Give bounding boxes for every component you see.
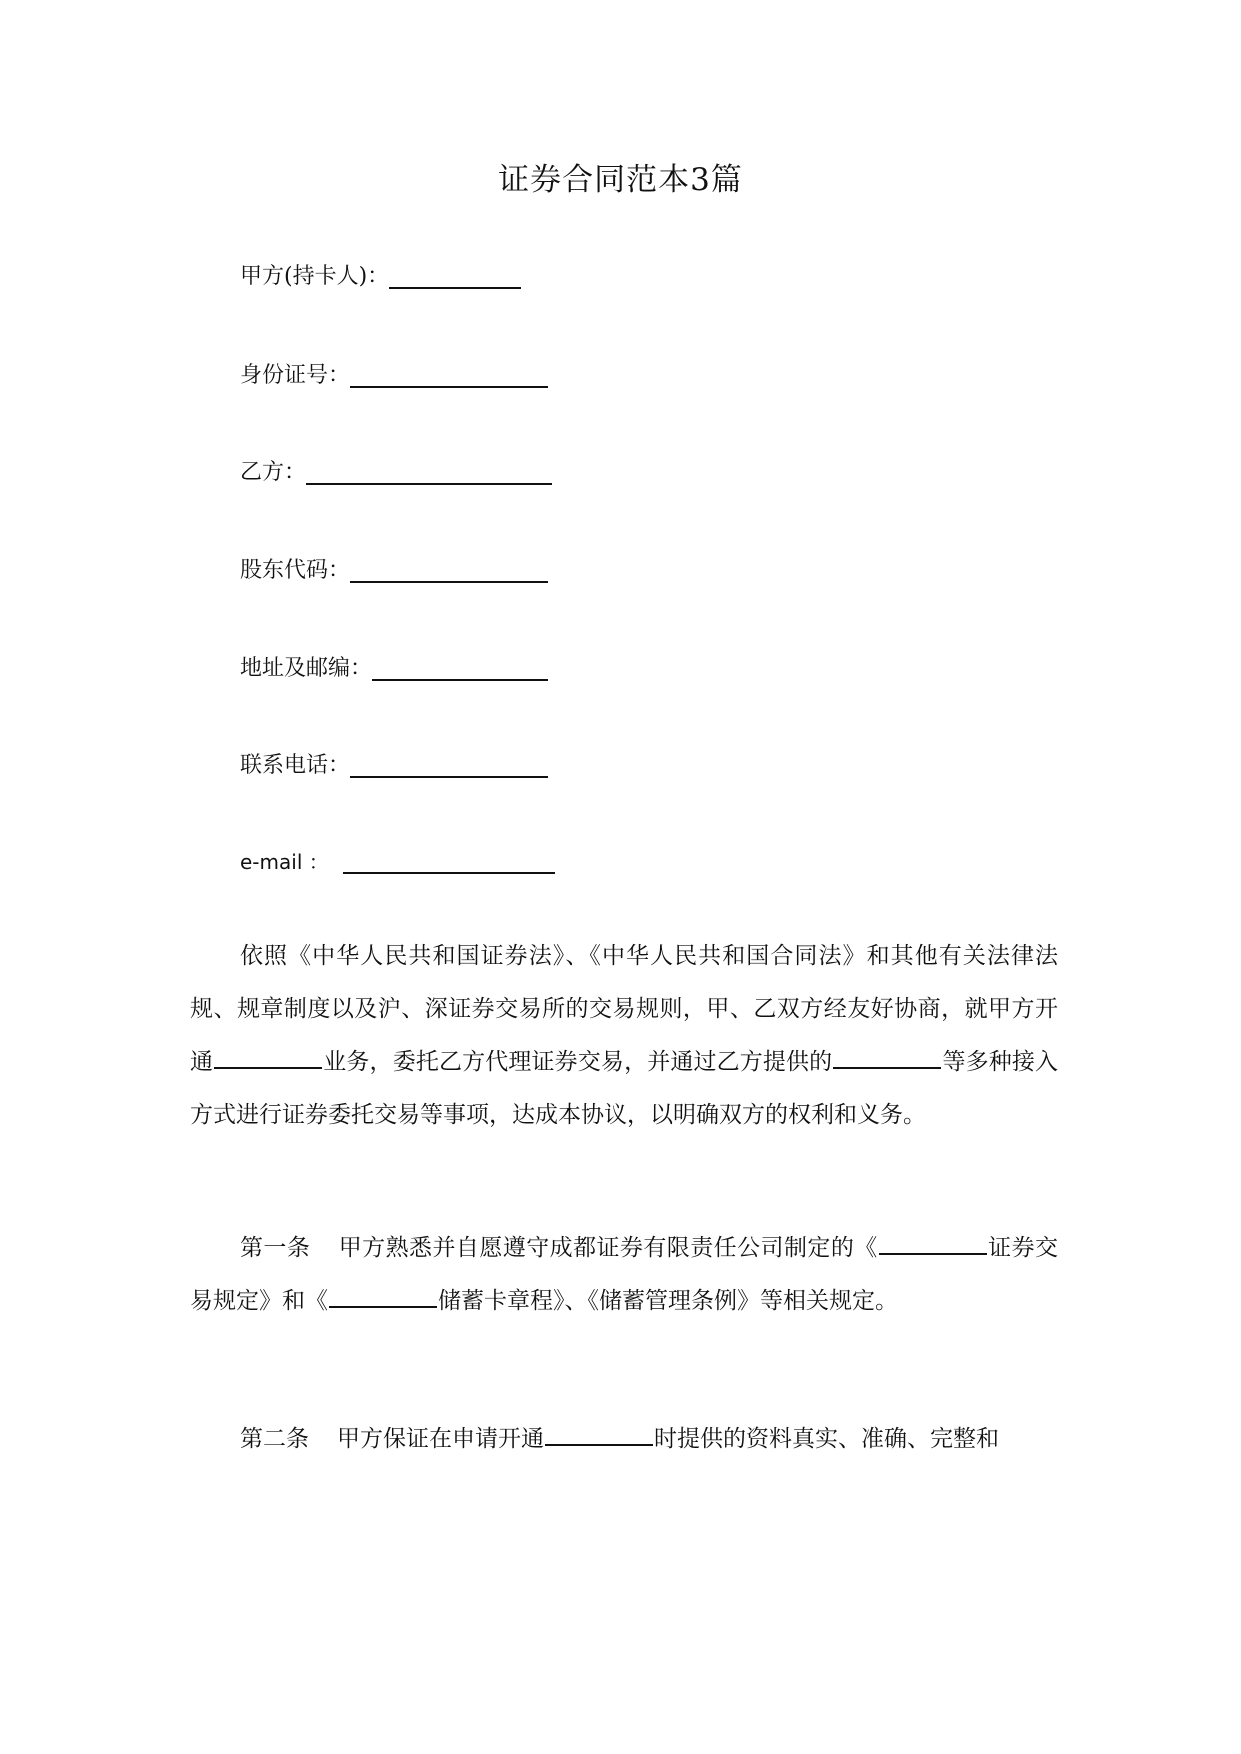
article-1-text-1: 甲方熟悉并自愿遵守成都证券有限责任公司制定的《 — [338, 1235, 878, 1261]
field-label: 股东代码： — [240, 558, 351, 583]
document-title: 证券合同范本3篇 — [498, 162, 743, 198]
fill-in-line — [343, 848, 555, 874]
fill-in-line — [350, 752, 548, 778]
article-2-text-1: 甲方保证在申请开通 — [337, 1426, 544, 1452]
field-label: 甲方(持卡人)： — [240, 264, 390, 289]
article-1-text-3: 储蓄卡章程》、《储蓄管理条例》等相关规定。 — [438, 1288, 898, 1314]
intro-text-3: 等多种接入方式进行证券委托交易等事项，达成本协议，以明确双方的权利和义务。 — [190, 1049, 1059, 1128]
field-label: 身份证号： — [240, 363, 351, 388]
fill-in-blank — [545, 1422, 653, 1446]
fill-in-line — [350, 362, 548, 388]
field-id-number — [240, 360, 548, 392]
article-heading: 第一条 — [240, 1235, 311, 1261]
fill-in-line — [372, 655, 548, 681]
field-shareholder-code — [240, 555, 548, 587]
fill-in-line — [350, 557, 548, 583]
field-label: 联系电话： — [240, 753, 351, 778]
fill-in-line — [389, 263, 521, 289]
intro-text-1: 依照《中华人民共和国证券法》、《中华人民共和国合同法》和其他有关法律法规、规章制度以及沪、深证券交易所的交易规则，甲、乙双方经友好协商，就甲方开通 — [190, 943, 1058, 1075]
fill-in-blank — [329, 1284, 437, 1308]
intro-paragraph — [190, 930, 1058, 1142]
field-party-a — [240, 261, 521, 293]
article-heading: 第二条 — [240, 1426, 309, 1452]
fill-in-blank — [833, 1045, 941, 1069]
field-email — [240, 846, 555, 878]
article-1-text-2: 证券交易规定》和《 — [190, 1235, 1059, 1314]
article-1 — [190, 1222, 1058, 1328]
field-phone — [240, 750, 548, 782]
fill-in-blank — [879, 1231, 987, 1255]
article-2 — [190, 1413, 1058, 1466]
fill-in-blank — [214, 1045, 322, 1069]
intro-text-2: 业务，委托乙方代理证券交易，并通过乙方提供的 — [323, 1049, 833, 1075]
fill-in-line — [306, 459, 552, 485]
field-label: 地址及邮编： — [240, 656, 373, 681]
field-address-postcode — [240, 653, 548, 685]
article-2-text-2: 时提供的资料真实、准确、完整和 — [654, 1426, 999, 1452]
field-party-b — [240, 457, 552, 489]
field-label: e-mail ： — [240, 850, 329, 874]
field-label: 乙方： — [240, 460, 307, 485]
